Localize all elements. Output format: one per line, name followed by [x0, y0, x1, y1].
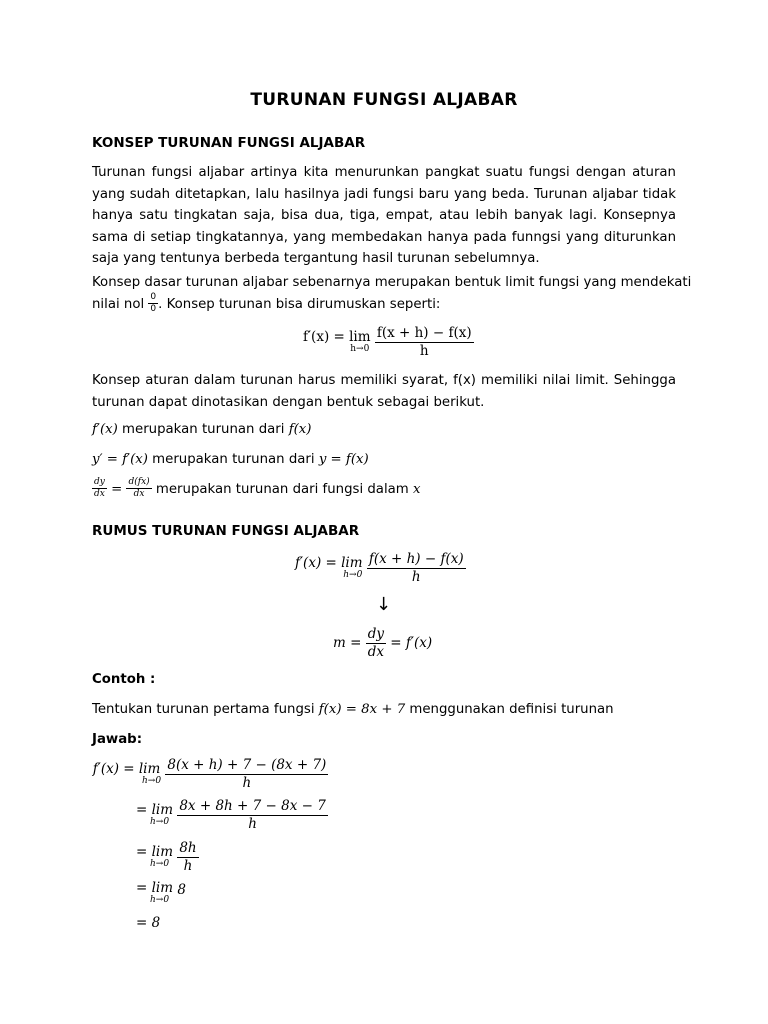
dy-dx-fraction	[92, 477, 107, 501]
fraction-denominator: dx	[94, 489, 105, 500]
notation-line-2	[92, 452, 369, 467]
fraction-denominator: dx	[367, 643, 384, 660]
fraction-numerator: dy	[367, 626, 384, 642]
notation-f-prime: f′(x)	[92, 422, 118, 437]
page-title: TURUNAN FUNGSI ALJABAR	[250, 90, 518, 110]
text-concept-continue: . Konsep turunan bisa dirumuskan seperti:	[158, 296, 441, 312]
formula-lhs: f′(x) = lim	[295, 555, 363, 572]
fraction-denominator: h	[242, 774, 252, 791]
step-fraction	[177, 798, 327, 833]
solution-step-1	[92, 757, 328, 792]
step-value: 8	[177, 882, 186, 898]
equals-sign: =	[111, 481, 123, 497]
step-fraction	[177, 840, 198, 875]
formula-numerator: f(x + h) − f(x)	[368, 551, 464, 567]
limit-subscript: h→0	[350, 343, 370, 354]
limit-operator	[92, 763, 161, 786]
limit-operator	[303, 331, 371, 354]
question-text-end: menggunakan definisi turunan	[405, 702, 614, 717]
example-label: Contoh :	[92, 672, 156, 687]
limit-subscript: h→0	[142, 775, 162, 786]
derivative-formula	[295, 551, 466, 586]
step-fraction	[165, 757, 328, 792]
formula-numerator: f(x + h) − f(x)	[376, 325, 472, 341]
step-lhs: = lim	[136, 844, 174, 861]
fraction-denominator: 0	[150, 304, 157, 315]
section-heading-rumus: RUMUS TURUNAN FUNGSI ALJABAR	[92, 523, 360, 539]
answer-label: Jawab:	[92, 732, 143, 747]
difference-quotient	[367, 551, 466, 586]
limit-definition-formula	[303, 325, 474, 360]
notation-text: merupakan turunan dari fungsi dalam	[151, 481, 413, 497]
fraction-numerator: 8(x + h) + 7 − (8x + 7)	[167, 757, 327, 773]
section-heading-konsep: KONSEP TURUNAN FUNGSI ALJABAR	[92, 135, 366, 151]
notation-f: f(x)	[288, 422, 312, 437]
fraction-numerator: 8x + 8h + 7 − 8x − 7	[179, 798, 326, 814]
step-lhs: f′(x) = lim	[92, 761, 161, 778]
fraction-numerator: 8h	[179, 840, 197, 856]
notation-y: y = f(x)	[318, 452, 369, 467]
paragraph-concept-line1: Konsep dasar turunan aljabar sebenarnya merupakan bentuk limit fungsi yang mendekati	[92, 275, 692, 290]
paragraph-notation-intro: Konsep aturan dalam turunan harus memiliki syarat, f(x) memiliki nilai limit. Sehingga turunan dapat dinotasikan dengan bentuk sebagai berikut.	[92, 373, 676, 410]
dfx-dx-fraction	[126, 477, 151, 501]
formula-denominator: h	[419, 342, 429, 359]
limit-subscript: h→0	[149, 858, 170, 869]
difference-quotient	[375, 325, 474, 360]
fraction-denominator: h	[183, 857, 193, 874]
limit-operator	[136, 846, 173, 869]
question-text: Tentukan turunan pertama fungsi	[92, 702, 319, 717]
zero-over-zero-fraction	[148, 292, 158, 316]
text-nilai-nol: nilai nol	[92, 296, 145, 312]
solution-step-5: = 8	[136, 915, 161, 931]
notation-variable: x	[412, 481, 421, 497]
limit-operator	[295, 557, 363, 580]
fraction-numerator: dy	[92, 477, 107, 489]
down-arrow-icon: ↓	[376, 594, 392, 615]
solution-step-2	[136, 798, 328, 833]
solution-step-3	[136, 840, 199, 875]
fraction-numerator: 0	[148, 292, 158, 304]
solution-step-4	[136, 882, 186, 905]
fraction-denominator: h	[248, 815, 257, 832]
step-lhs: = lim	[136, 880, 174, 896]
slope-lhs: m =	[333, 634, 362, 651]
example-question	[92, 702, 614, 717]
slope-rhs: = f′(x)	[390, 634, 433, 651]
question-function: f(x) = 8x + 7	[318, 702, 406, 717]
notation-y-prime: y′ = f′(x)	[92, 452, 148, 467]
notation-line-1	[92, 422, 311, 437]
paragraph-intro: Turunan fungsi aljabar artinya kita menurunkan pangkat suatu fungsi dengan aturan yang sudah ditetapkan, lalu hasilnya jadi fungsi baru yang beda. Turunan aljabar tidak hanya satu tingkatan saja, bisa dua, tiga, empat, atau lebih banyak lagi. Konsepnya sama di setiap tingkatannya, yang membedakan hanya pada funngsi yang diturunkan saja yang tentunya berbeda tergantung hasil turunan sebelumnya.	[92, 165, 676, 266]
slope-formula	[333, 626, 432, 661]
formula-denominator: h	[411, 568, 421, 585]
paragraph-concept-line2	[92, 292, 440, 316]
notation-text: merupakan turunan dari	[117, 422, 289, 437]
limit-subscript: h→0	[149, 816, 170, 827]
step-lhs: = lim	[136, 802, 174, 819]
formula-lhs: f′(x) = lim	[303, 329, 371, 346]
fraction-denominator: dx	[133, 489, 145, 500]
limit-operator	[136, 882, 173, 905]
dy-dx-fraction	[366, 626, 386, 661]
limit-subscript: h→0	[149, 894, 170, 905]
notation-text: merupakan turunan dari	[147, 452, 319, 467]
notation-line-3	[92, 477, 420, 501]
fraction-numerator: d(fx)	[126, 477, 151, 489]
limit-operator	[136, 804, 173, 827]
limit-subscript: h→0	[343, 569, 363, 580]
